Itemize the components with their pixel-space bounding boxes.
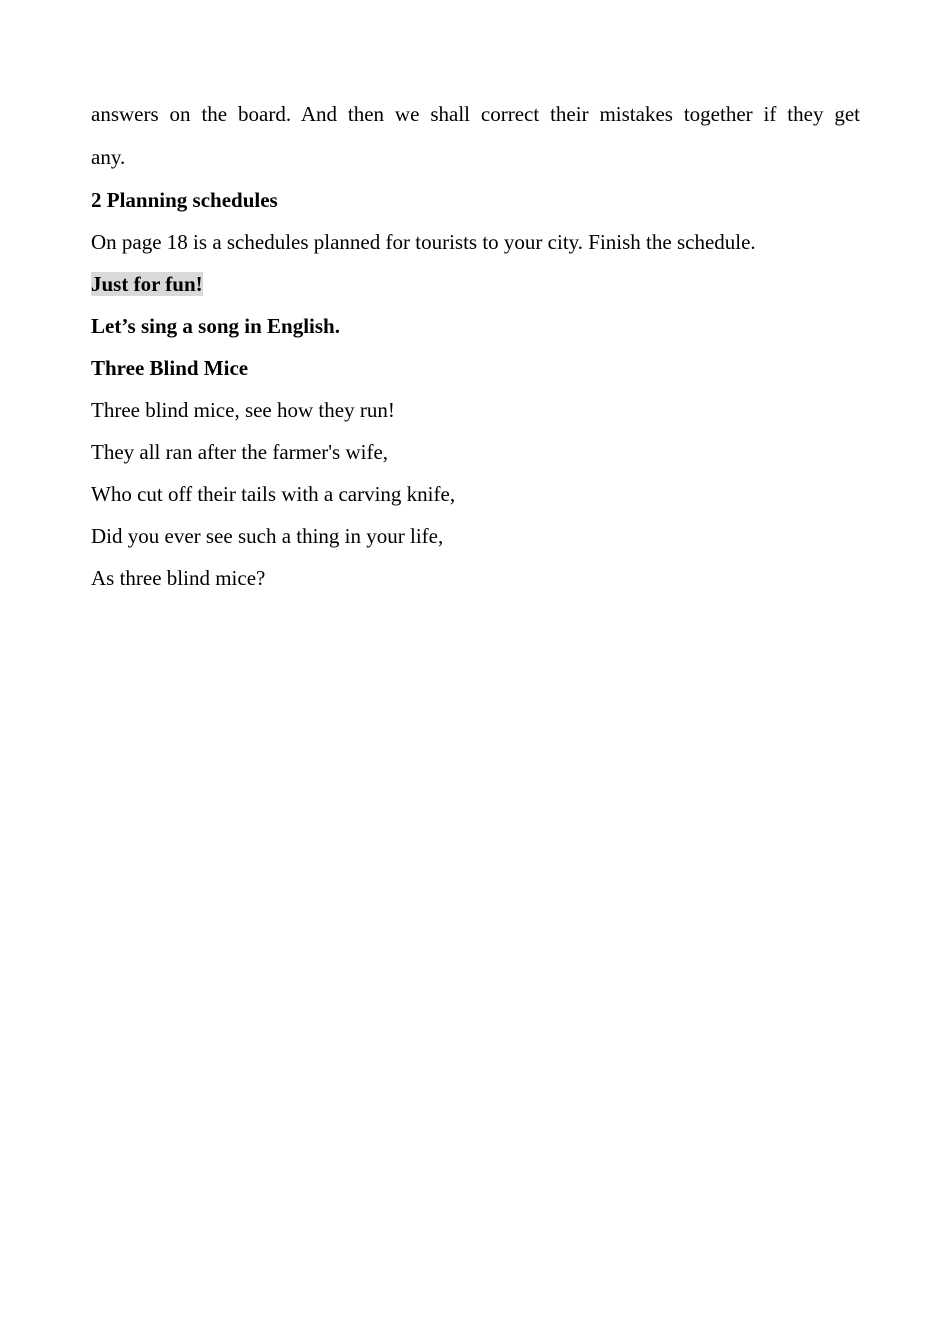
section-heading: 2 Planning schedules [91, 188, 278, 212]
intro-paragraph [91, 93, 860, 179]
song-line: Did you ever see such a thing in your life, [91, 524, 444, 548]
document-body [91, 93, 860, 599]
song-line: Who cut off their tails with a carving knife, [91, 482, 456, 506]
section-text: On page 18 is a schedules planned for tourists to your city. Finish the schedule. [91, 230, 756, 254]
fun-heading-row [91, 263, 860, 305]
song-line: They all ran after the farmer's wife, [91, 440, 389, 464]
intro-paragraph-line-1: answers on the board. And then we shall correct their mistakes together if they get [91, 102, 860, 126]
song-title: Three Blind Mice [91, 356, 249, 380]
song-line: Three blind mice, see how they run! [91, 398, 395, 422]
song-line: As three blind mice? [91, 566, 266, 590]
fun-heading: Just for fun! [91, 272, 203, 296]
song-intro: Let’s sing a song in English. [91, 314, 340, 338]
intro-paragraph-line-2: any. [91, 145, 126, 169]
